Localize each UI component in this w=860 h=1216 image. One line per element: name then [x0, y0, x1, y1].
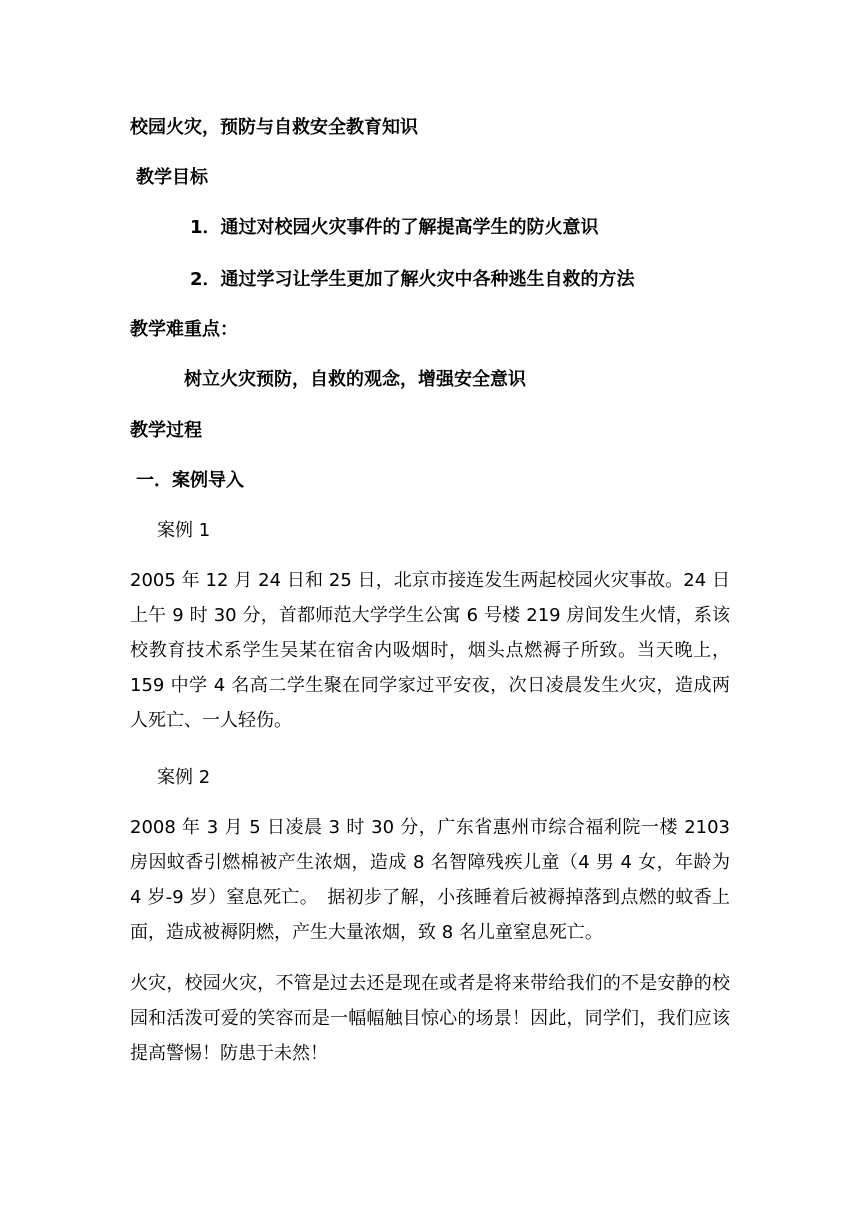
document-title: 校园火灾，预防与自救安全教育知识 [130, 117, 418, 138]
section-one-heading: 一．案例导入 [136, 470, 244, 491]
key-point-text: 树立火灾预防，自救的观念，增强安全意识 [184, 369, 526, 390]
process-heading: 教学过程 [130, 420, 202, 441]
key-points-heading: 教学难重点： [130, 319, 238, 340]
objective-item-2: 2．通过学习让学生更加了解火灾中各种逃生自救的方法 [190, 269, 635, 290]
case-2-paragraph: 2008 年 3 月 5 日凌晨 3 时 30 分，广东省惠州市综合福利院一楼 2103 房因蚊香引燃棉被产生浓烟，造成 8 名智障残疾儿童（4 男 4 女，年龄为 4 岁-9 岁）窒息死亡。 据初步了解，小孩睡着后被褥掉落到点燃的蚊香上面，造成被褥阴燃，产生大量浓烟，致 8 名儿童窒息死亡。 [130, 817, 730, 943]
conclusion-paragraph: 火灾，校园火灾，不管是过去还是现在或者是将来带给我们的不是安静的校园和活泼可爱的笑容而是一幅幅触目惊心的场景！因此，同学们，我们应该提高警惕！防患于未然！ [130, 973, 730, 1064]
objectives-heading: 教学目标 [136, 167, 208, 188]
objective-item-1: 1．通过对校园火灾事件的了解提高学生的防火意识 [190, 217, 599, 238]
case-1-paragraph: 2005 年 12 月 24 日和 25 日，北京市接连发生两起校园火灾事故。24 日上午 9 时 30 分，首都师范大学学生公寓 6 号楼 219 房间发生火情，系该校教育技术系学生吴某在宿舍内吸烟时，烟头点燃褥子所致。当天晚上，159 中学 4 名高二学生聚在同学家过平安夜，次日凌晨发生火灾，造成两人死亡、一人轻伤。 [130, 570, 730, 731]
case-1-label: 案例 1 [157, 520, 211, 541]
case-2-label: 案例 2 [157, 767, 211, 788]
